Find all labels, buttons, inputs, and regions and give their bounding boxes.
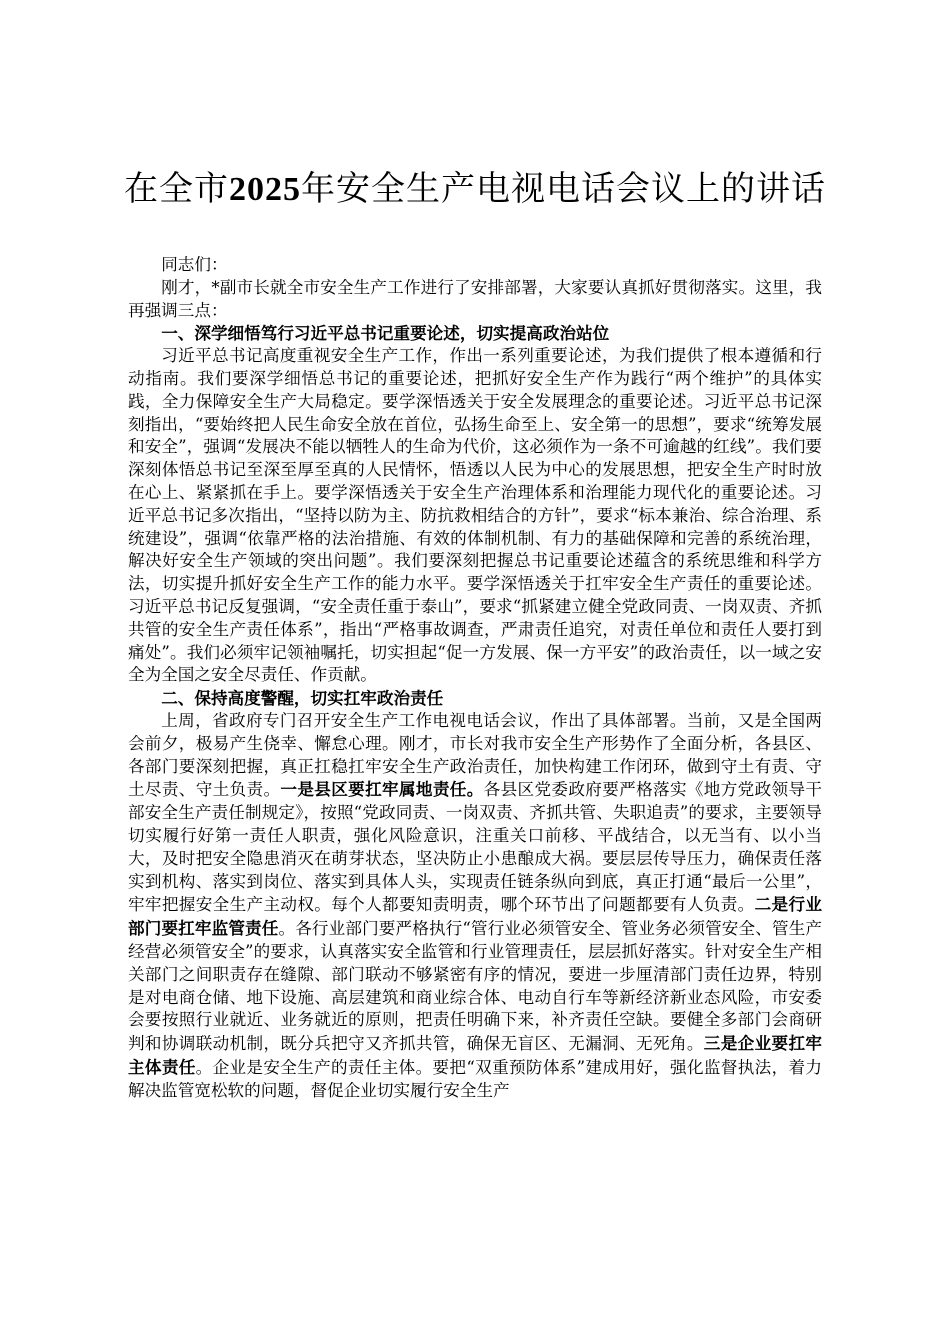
lead-point-2: 二是行业部门要扛牢监管责任 [128, 894, 823, 939]
section-2-heading: 二、保持高度警醒，切实扛牢政治责任 [161, 688, 444, 709]
section-2-text-c: 。各行业部门要严格执行“管行业必须管安全、管业务必须管安全、管生产经营必须管安全”的要求，认真落实安全监管和行业管理责任，层层抓好落实。针对安全生产相关部门之间职责存在缝隙、部门联动不够紧密有序的情况，要进一步厘清部门责任边界，特别是对电商仓储、地下设施、高层建筑和商业综合体、电动自行车等新经济新业态风险，市安委会要按照行业就近、业务就近的原则，把责任明确下来，补齐责任空缺。要健全多部门会商研判和协调联动机制，既分兵把守又齐抓共管，确保无盲区、无漏洞、无死角。 [128, 919, 823, 1054]
section-1-heading: 一、深学细悟笃行习近平总书记重要论述，切实提高政治站位 [161, 323, 610, 344]
section-2-text-b: 各县区党委政府要严格落实《地方党政领导干部安全生产责任制规定》，按照“党政同责、一岗双责、齐抓共管、失职追责”的要求，主要领导切实履行好第一责任人职责，强化风险意识，注重关口前移、平战结合，以无当有、以小当大，及时把安全隐患消灭在萌芽状态，坚决防止小患酿成大祸。要层层传导压力，确保责任落实到机构、落实到岗位、落实到具体人头，实现责任链条纵向到底，真正打通“最后一公里”，牢牢把握安全生产主动权。每个人都要知责明责，哪个环节出了问题都要有人负责。 [128, 780, 823, 915]
section-2-text-d: 。企业是安全生产的责任主体。要把“双重预防体系”建成用好，强化监督执法，着力解决监管宽松软的问题，督促企业切实履行安全生产 [128, 1057, 822, 1100]
greeting: 同志们： [161, 255, 228, 274]
title-part-2: 年安全生产电视电话会议上的讲话 [301, 169, 826, 209]
section-2-paragraph [128, 710, 822, 1103]
lead-point-1: 一是县区要扛牢属地责任。 [280, 779, 484, 800]
title-part-1: 在全市 [124, 169, 229, 209]
title-year: 2025 [229, 171, 301, 208]
lead-point-3: 三是企业要扛牢主体责任 [128, 1033, 823, 1077]
intro-paragraph: 刚才，*副市长就全市安全生产工作进行了安排部署，大家要认真抓好贯彻落实。这里，我再强调三点： [128, 277, 822, 320]
document-title [120, 166, 830, 213]
document-body [128, 254, 822, 1102]
section-2-text-a: 上周，省政府专门召开安全生产工作电视电话会议，作出了具体部署。当前，又是全国两会前夕，极易产生侥幸、懈怠心理。刚才，市长对我市安全生产形势作了全面分析，各县区、各部门要深刻把握，真正扛稳扛牢安全生产政治责任，加快构建工作闭环，做到守土有责、守土尽责、守土负责。 [128, 710, 822, 800]
section-1-paragraph: 习近平总书记高度重视安全生产工作，作出一系列重要论述，为我们提供了根本遵循和行动指南。我们要深学细悟总书记的重要论述，把抓好安全生产作为践行“两个维护”的具体实践，全力保障安全生产大局稳定。要学深悟透关于安全发展理念的重要论述。习近平总书记深刻指出，“要始终把人民生命安全放在首位，弘扬生命至上、安全第一的思想”，要求“统筹发展和安全”，强调“发展决不能以牺牲人的生命为代价，这必须作为一条不可逾越的红线”。我们要深刻体悟总书记至深至厚至真的人民情怀，悟透以人民为中心的发展思想，把安全生产时时放在心上、紧紧抓在手上。要学深悟透关于安全生产治理体系和治理能力现代化的重要论述。习近平总书记多次指出，“坚持以防为主、防抗救相结合的方针”，要求“标本兼治、综合治理、系统建设”，强调“依靠严格的法治措施、有效的体制机制、有力的基础保障和完善的系统治理，解决好安全生产领域的突出问题”。我们要深刻把握总书记重要论述蕴含的系统思维和科学方法，切实提升抓好安全生产工作的能力水平。要学深悟透关于扛牢安全生产责任的重要论述。习近平总书记反复强调，“安全责任重于泰山”，要求“抓紧建立健全党政同责、一岗双责、齐抓共管的安全生产责任体系”，指出“严格事故调查，严肃责任追究，对责任单位和责任人要打到痛处”。我们必须牢记领袖嘱托，切实担起“促一方发展、保一方平安”的政治责任，以一域之安全为全国之安全尽责任、作贡献。 [128, 346, 822, 685]
